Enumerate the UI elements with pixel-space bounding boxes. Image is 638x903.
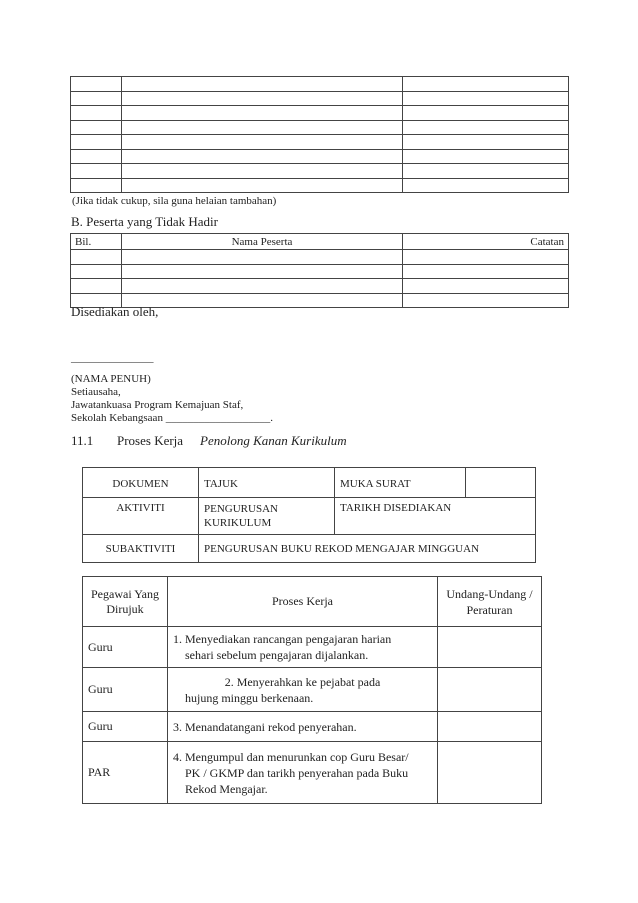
header-proses-kerja: Proses Kerja: [168, 577, 438, 627]
header-pegawai: Pegawai Yang Dirujuk: [83, 577, 168, 627]
pegawai-cell: Guru: [83, 668, 168, 712]
process-line: 1. Menyediakan rancangan pengajaran harian: [173, 632, 392, 646]
table-cell: [122, 77, 403, 92]
table-cell: [403, 250, 569, 265]
process-line: Rekod Mengajar.: [185, 781, 268, 796]
table-row: [83, 627, 542, 668]
table-cell: [122, 149, 403, 164]
table-row: [71, 77, 569, 92]
process-line: 3. Menandatangani rekod penyerahan.: [173, 719, 357, 734]
table-cell: [71, 178, 122, 193]
table-cell: [403, 120, 569, 135]
undang-undang-cell: [438, 668, 542, 712]
dokumen-label: DOKUMEN: [83, 468, 199, 498]
proses-kerja-cell: [168, 668, 438, 712]
document-info-table: [82, 467, 536, 563]
aktiviti-value: PENGURUSAN KURIKULUM: [199, 498, 335, 535]
process-line: sehari sebelum pengajaran dijalankan.: [185, 648, 369, 662]
table-cell: [403, 264, 569, 279]
undang-undang-cell: [438, 712, 542, 742]
table-row: [71, 264, 569, 279]
section-11-1-number: 11.1: [71, 433, 94, 448]
header-undang-undang: Undang-Undang / Peraturan: [438, 577, 542, 627]
header-bil: Bil.: [71, 234, 122, 250]
table-cell: [122, 264, 403, 279]
table-cell: [71, 149, 122, 164]
table-row: [83, 742, 542, 804]
table-row: [71, 149, 569, 164]
table-cell: [403, 106, 569, 121]
tajuk-label: TAJUK: [199, 468, 335, 498]
table-row: [71, 279, 569, 294]
table-header-row: [83, 577, 542, 627]
process-line: 2. Menyerahkan ke pejabat pada: [224, 674, 381, 689]
table-cell: [122, 178, 403, 193]
muka-surat-label: MUKA SURAT: [335, 468, 466, 498]
section-11-1-subtitle: Penolong Kanan Kurikulum: [200, 433, 347, 448]
table-row: [71, 91, 569, 106]
table-cell: [122, 91, 403, 106]
table-cell: [403, 279, 569, 294]
muka-surat-value: [466, 468, 536, 498]
table-cell: [403, 164, 569, 179]
tarikh-disediakan-label: TARIKH DISEDIAKAN: [335, 498, 536, 535]
prepared-by: Disediakan oleh,: [71, 304, 159, 319]
school-name: Sekolah Kebangsaan ___________________.: [71, 412, 273, 424]
table-cell: [122, 120, 403, 135]
proses-kerja-cell: [168, 627, 438, 668]
section-11-1-label: Proses Kerja: [117, 433, 184, 448]
process-line: 4. Mengumpul dan menurunkan cop Guru Besar/: [173, 749, 409, 764]
position-title: Setiausaha,: [71, 386, 121, 398]
full-name-placeholder: (NAMA PENUH): [71, 373, 151, 385]
process-line: PK / GKMP dan tarikh penyerahan pada Buku: [185, 765, 409, 780]
table-cell: [71, 120, 122, 135]
pegawai-cell: Guru: [83, 627, 168, 668]
table-row: [83, 535, 536, 563]
table-row: [71, 135, 569, 150]
table-row: [71, 164, 569, 179]
undang-undang-cell: [438, 742, 542, 804]
table-cell: [122, 293, 403, 308]
aktiviti-label: AKTIVITI: [83, 498, 199, 535]
table-cell: [122, 279, 403, 294]
table-cell: [122, 135, 403, 150]
header-nama-peserta: Nama Peserta: [122, 234, 403, 250]
table-cell: [403, 293, 569, 308]
extra-sheet-note: (Jika tidak cukup, sila guna helaian tambahan): [72, 195, 277, 207]
table-cell: [403, 135, 569, 150]
table-row: [83, 498, 536, 535]
pegawai-cell: Guru: [83, 712, 168, 742]
table-header-row: [71, 234, 569, 250]
table-cell: [71, 250, 122, 265]
table-cell: [403, 77, 569, 92]
table-row: [83, 468, 536, 498]
work-process-table: [82, 576, 542, 804]
table-cell: [71, 77, 122, 92]
section-b-title: B. Peserta yang Tidak Hadir: [71, 214, 218, 229]
proses-kerja-cell: [168, 742, 438, 804]
table-row: [83, 712, 542, 742]
table-row: [71, 178, 569, 193]
subaktiviti-label: SUBAKTIVITI: [83, 535, 199, 563]
table-row: [71, 250, 569, 265]
table-cell: [403, 91, 569, 106]
table-row: [83, 668, 542, 712]
table-cell: [122, 250, 403, 265]
table-row: [71, 106, 569, 121]
table-cell: [403, 149, 569, 164]
header-catatan: Catatan: [403, 234, 569, 250]
table-cell: [71, 91, 122, 106]
signature-line: _______________: [71, 352, 154, 364]
table-cell: [122, 164, 403, 179]
table-cell: [71, 279, 122, 294]
blank-attendance-table: [70, 76, 569, 193]
table-cell: [71, 264, 122, 279]
undang-undang-cell: [438, 627, 542, 668]
table-cell: [403, 178, 569, 193]
absent-participants-table: [70, 233, 569, 308]
proses-kerja-cell: [168, 712, 438, 742]
committee-name: Jawatankuasa Program Kemajuan Staf,: [71, 399, 244, 411]
subaktiviti-value: PENGURUSAN BUKU REKOD MENGAJAR MINGGUAN: [199, 535, 536, 563]
process-line: hujung minggu berkenaan.: [185, 690, 314, 705]
table-row: [71, 120, 569, 135]
table-cell: [71, 135, 122, 150]
table-cell: [122, 106, 403, 121]
table-cell: [71, 164, 122, 179]
pegawai-cell: PAR: [83, 742, 168, 804]
table-cell: [71, 106, 122, 121]
